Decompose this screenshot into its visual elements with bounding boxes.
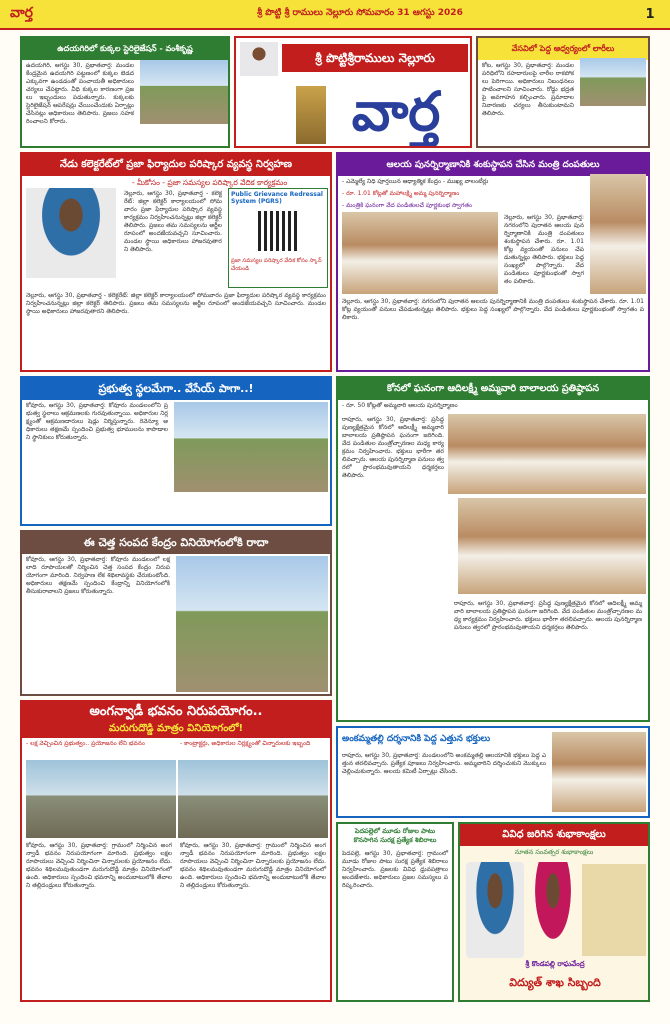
ad-title: వివిధ జరిగిన శుభాకాంక్షలు [460,824,648,846]
story-photo-left [26,760,176,838]
story-body-continued: కోవూరు, ఆగస్టు 30, ప్రభాతవార్త: గ్రామంలో నిర్మించిన అంగన్వాడీ భవనం నిరుపయోగంగా మారింది. ప్రభుత్వం లక్షల రూపాయలు వెచ్చించి నిర్మించినా చిన్నారులకు ప్రయోజనం లేదు. భవనం శిథిలమవుతుండగా మరుగుదొడ్డి మాత్రం వినియోగంలో ఉంది. అధికారులు స్పందించి భవనాన్ని అందుబాటులోకి తేవాలని తల్లిదండ్రులు కోరుతున్నారు. [180,842,326,889]
story-collector-grievance [20,152,332,372]
ad-decoration [582,864,646,956]
story-headline: ఉదయగిరిలో కుక్కల స్టెరిలైజేషన్ - వంశీకృష్ణ [22,38,228,60]
story-photo-right [178,760,328,838]
story-headline: పెదపల్లెలో మూడు రోజుల పాటు కొనసాగిన సురక్ష ప్రత్యేక శిబిరాలు [338,824,452,848]
story-photo [580,58,646,106]
ad-footer: విద్యుత్ శాఖ సిబ్బంది [509,976,601,989]
ad-name: శ్రీ కొండపల్లి రాఘవేంద్ర [525,960,585,968]
founder-portrait [240,42,278,76]
story-subheading: - మీకోసం - ప్రజా సమస్యల పరిష్కార వేదిక కార్యక్రమం [132,178,288,187]
story-headline: వేసవిలో పెద్ద ఆధ్వర్యంలో లారీలు [478,38,648,60]
story-anganwadi [20,700,332,1002]
masthead-title: వార్త [351,80,441,143]
dateline: శ్రీ పొట్టి శ్రీ రాములు నెల్లూరు సోమవారం 31 ఆగస్టు 2026 [257,8,463,18]
story-body-right: నెల్లూరు, ఆగస్టు 30, ప్రభాతవార్త - కలెక్టరేట్: జిల్లా కలెక్టర్ కార్యాలయంలో సోమవారం ప్రజా ఫిర్యాదుల పరిష్కార వ్యవస్థ కార్యక్రమం నిర్వహించనున్నట్లు జిల్లా కలెక్టర్ తెలిపారు. ప్రజలు తమ సమస్యలను అర్జీల రూపంలో అందజేయవచ్చని సూచించారు. మండల స్థాయి అధికారులు హాజరవుతారని తెలిపారు. [124,190,222,253]
pgrs-card [228,188,328,288]
story-temple-foundation [336,152,650,372]
story-headline: నేడు కలెక్టరేట్‌లో ప్రజా ఫిర్యాదుల పరిష్కార వ్యవస్థ నిర్వహణ [22,154,330,176]
story-body: రాపూరు, ఆగస్టు 30, ప్రభాతవార్త: మండలంలోని అంకమ్మతల్లి ఆలయానికి భక్తులు పెద్ద ఎత్తున తరలివచ్చారు. ప్రత్యేక పూజలు నిర్వహించారు. అమ్మవారిని దర్శించుకుని మొక్కులు చెల్లించుకున్నారు. ఆలయ కమిటీ ఏర్పాట్లు చేసింది. [342,752,546,775]
story-lorries [476,36,650,148]
story-subheading-1: - ఎమ్మెల్యే నిధి పూర్తయిన ఆధ్యాత్మిక కేంద్రం - ముఖ్య వాలంటీర్లు [342,178,489,185]
qr-code-icon [258,211,298,251]
story-headline-block [22,702,330,738]
story-body-continued: రాపూరు, ఆగస్టు 30, ప్రభాతవార్త: ప్రసిద్ధ పుణ్యక్షేత్రమైన కోనలో ఆదిలక్ష్మీ అమ్మవారి బాలాలయ ప్రతిష్ఠాపన ఘనంగా జరిగింది. వేద పండితుల మంత్రోచ్ఛారణల మధ్య కార్యక్రమం నిర్వహించారు. భక్తులు భారీగా తరలివచ్చారు. ఆలయ పునర్నిర్మాణ పనులు త్వరలో ప్రారంభమవుతాయని ధర్మకర్తలు తెలిపారు. [454,600,642,631]
story-photo-bottom [458,498,646,594]
subheading-row [22,738,330,750]
masthead-subtitle: శ్రీ పొట్టిశ్రీరాములు నెల్లూరు [282,44,468,72]
story-headline: ఆలయ పునర్నిర్మాణానికి శంకుస్థాపన చేసిన మంత్రి దంపతులు [338,154,648,176]
story-photo-top [448,414,646,494]
ad-line: నూతన సంవత్సర శుభాకాంక్షలు [514,848,594,856]
story-photo [174,402,328,492]
story-headline: ఈ చెత్త సంపద కేంద్రం వినియోగంలోకి రాదా [22,532,330,554]
story-body: కోవూరు, ఆగస్టు 30, ప్రభాతవార్త: కోవూరు మండలంలోని ప్రభుత్వ స్థలాలు ఆక్రమణలకు గురవుతున్నాయి. అధికారుల నిర్లక్ష్యంతో ఆక్రమణదారులు షెడ్లు నిర్మిస్తున్నారు. రెవెన్యూ అధికారులు తక్షణమే స్పందించి ప్రభుత్వ భూములను కాపాడాలని స్థానికులు కోరుతున్నారు. [26,402,168,441]
story-waste-centre [20,530,332,696]
top-title: వార్త [10,4,33,21]
greeting-ad [458,822,650,1002]
story-photo [140,60,228,124]
story-body: కోవూరు, ఆగస్టు 30, ప్రభాతవార్త: కోవూరు మండలంలో లక్షలాది రూపాయలతో నిర్మించిన చెత్త సంపద కేంద్రం నిరుపయోగంగా మారింది. నిర్వహణ లేక శిథిలావస్థకు చేరుకుంటోంది. అధికారులు తక్షణమే స్పందించి కేంద్రాన్ని వినియోగంలోకి తీసుకురావాలని ప్రజలు కోరుతున్నారు. [26,556,170,595]
story-headline: అంకమ్మతల్లి దర్శనానికి పెద్ద ఎత్తున భక్తులు [338,728,648,750]
story-headline: కోనలో ఘనంగా ఆదిలక్ష్మీ అమ్మవారి బాలాలయ ప్రతిష్ఠాపన [338,378,648,400]
ad-person-right [528,862,578,958]
temple-icon [296,86,326,144]
collector-photo [26,188,116,278]
story-subheading: - రూ. 50 కోట్లతో అమ్మవారి ఆలయ పునర్నిర్మాణం [342,402,458,409]
story-subheading-1: - లక్ష వెచ్చించిన ప్రభుత్వం.. ప్రయోజనం లేని భవనం [26,740,145,747]
story-headline: ప్రభుత్వ స్థలమేగా.. వేసేయ్ పాగా..! [22,378,330,400]
story-photo [176,556,328,692]
story-headline-2: మరుగుదొడ్డి మాత్రం వినియోగంలో! [108,723,244,734]
story-body: కోట, ఆగస్టు 30, ప్రభాతవార్త: మండల పరిధిలోని రహదారులపై లారీల రాకపోకలు పెరిగాయి. అధికారులు నిబంధనలు పాటించాలని సూచించారు. రోడ్డు భద్రతపై అవగాహన కల్పించారు. ప్రమాదాల నివారణకు చర్యలు తీసుకుంటామని తెలిపారు. [482,62,574,117]
story-kona-temple [336,376,650,722]
story-suraksha-camps [336,822,454,1002]
story-govt-land [20,376,332,526]
story-subheading-2: - రూ. 1.01 కోట్లతో మహాలక్ష్మి అమ్మ పునర్నిర్మాణం [342,190,460,197]
story-body: ఉదయగిరి, ఆగస్టు 30, ప్రభాతవార్త: మండల కేంద్రమైన ఉదయగిరి పట్టణంలో కుక్కల బెడద ఎక్కువగా ఉండడంతో పంచాయతీ అధికారులు చర్యలు చేపట్టారు. వీధి కుక్కల కారణంగా ప్రజలు ఇబ్బందులు పడుతున్నారు. కుక్కలకు స్టెరిలైజేషన్ ఆపరేషన్లు చేయించేందుకు ఏర్పాట్లు చేసినట్లు అధికారులు తెలిపారు. ప్రజలు సహకరించాలని కోరారు. [26,62,134,125]
story-body: పెదపల్లె, ఆగస్టు 30, ప్రభాతవార్త: గ్రామంలో మూడు రోజుల పాటు సురక్ష ప్రత్యేక శిబిరాలు నిర్వహించారు. ప్రజలకు వివిధ ధ్రువపత్రాలు అందజేశారు. అధికారులు ప్రజల సమస్యలు పరిష్కరించారు. [342,850,448,889]
story-photo-side [590,174,646,294]
story-subheading-2: - కాంట్రాక్టర్లు, అధికారుల నిర్లక్ష్యంతో చిన్నారులకు ఇబ్బంది [180,740,311,747]
top-bar [0,0,670,30]
pgrs-title: Public Grievance Redressal System (PGRS) [231,191,323,205]
story-udayagiri [20,36,230,148]
story-photo-main [342,212,498,294]
story-body: నెల్లూరు, ఆగస్టు 30, ప్రభాతవార్త: నగరంలోని పురాతన ఆలయ పునర్నిర్మాణానికి మంత్రి దంపతులు శంకుస్థాపన చేశారు. రూ. 1.01 కోట్ల వ్యయంతో పనులు చేపడుతున్నట్లు తెలిపారు. భక్తులు పెద్ద సంఖ్యలో పాల్గొన్నారు. వేద పండితులు పూర్ణకుంభంతో స్వాగతం పలికారు. [342,298,644,321]
story-photo [552,732,646,812]
masthead [234,36,472,148]
story-body-right: నెల్లూరు, ఆగస్టు 30, ప్రభాతవార్త: నగరంలోని పురాతన ఆలయ పునర్నిర్మాణానికి మంత్రి దంపతులు శంకుస్థాపన చేశారు. రూ. 1.01 కోట్ల వ్యయంతో పనులు చేపడుతున్నట్లు తెలిపారు. భక్తులు పెద్ద సంఖ్యలో పాల్గొన్నారు. వేద పండితులు పూర్ణకుంభంతో స్వాగతం పలికారు. [504,214,584,285]
story-ankamma-temple [336,726,650,818]
page-number: 1 [645,6,655,22]
story-body: నెల్లూరు, ఆగస్టు 30, ప్రభాతవార్త - కలెక్టరేట్: జిల్లా కలెక్టర్ కార్యాలయంలో సోమవారం ప్రజా ఫిర్యాదుల పరిష్కార వ్యవస్థ కార్యక్రమం నిర్వహించనున్నట్లు జిల్లా కలెక్టర్ తెలిపారు. ప్రజలు తమ సమస్యలను అర్జీల రూపంలో అందజేయవచ్చని సూచించారు. మండల స్థాయి అధికారులు హాజరవుతారని తెలిపారు. [26,292,326,315]
story-subheading-3: - మంత్రికి ఘనంగా వేద పండితులచే పూర్ణకుంభ స్వాగతం [342,202,473,209]
story-headline: అంగన్వాడీ భవనం నిరుపయోగం.. [89,704,263,719]
ad-person-left [466,862,524,958]
pgrs-link: ప్రజా సమస్యల పరిష్కార వేదిక కోసం స్కాన్ చేయండి [231,258,322,272]
story-body: కోవూరు, ఆగస్టు 30, ప్రభాతవార్త: గ్రామంలో నిర్మించిన అంగన్వాడీ భవనం నిరుపయోగంగా మారింది. ప్రభుత్వం లక్షల రూపాయలు వెచ్చించి నిర్మించినా చిన్నారులకు ప్రయోజనం లేదు. భవనం శిథిలమవుతుండగా మరుగుదొడ్డి మాత్రం వినియోగంలో ఉంది. అధికారులు స్పందించి భవనాన్ని అందుబాటులోకి తేవాలని తల్లిదండ్రులు కోరుతున్నారు. [26,842,172,889]
story-body: రాపూరు, ఆగస్టు 30, ప్రభాతవార్త: ప్రసిద్ధ పుణ్యక్షేత్రమైన కోనలో ఆదిలక్ష్మీ అమ్మవారి బాలాలయ ప్రతిష్ఠాపన ఘనంగా జరిగింది. వేద పండితుల మంత్రోచ్ఛారణల మధ్య కార్యక్రమం నిర్వహించారు. భక్తులు భారీగా తరలివచ్చారు. ఆలయ పునర్నిర్మాణ పనులు త్వరలో ప్రారంభమవుతాయని ధర్మకర్తలు తెలిపారు. [342,416,444,479]
